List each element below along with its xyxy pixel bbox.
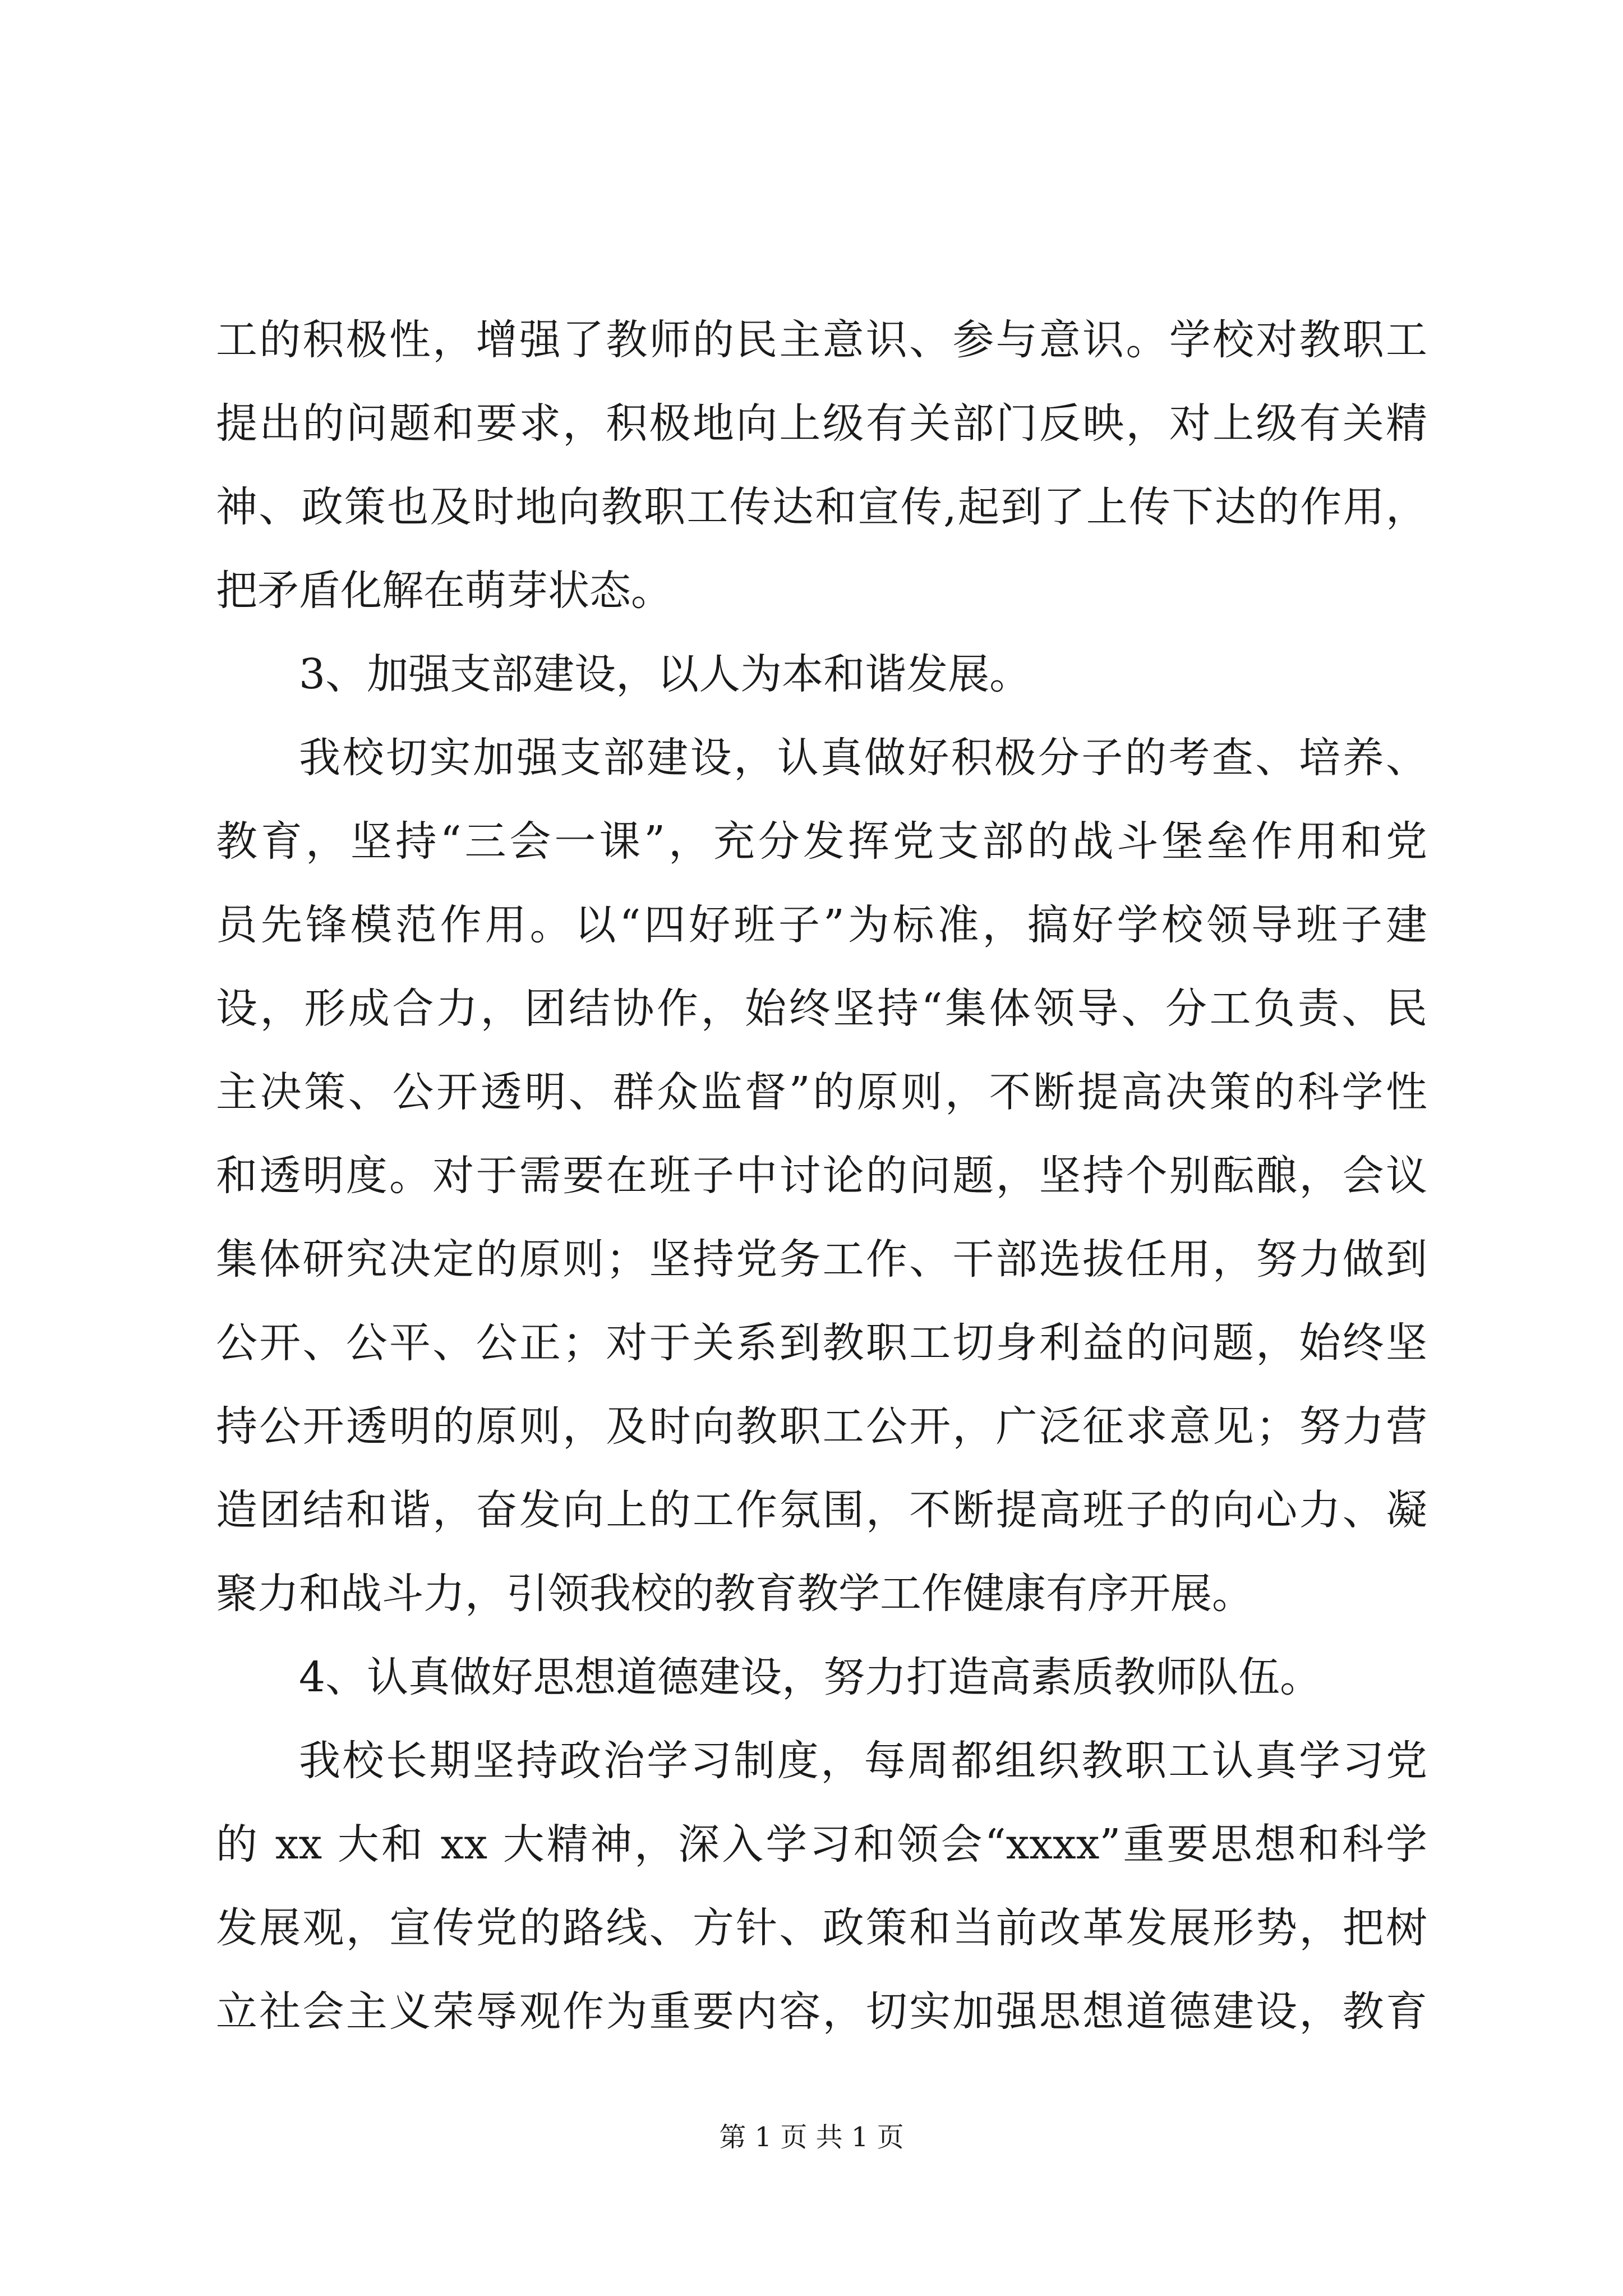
text-line: 公开、公平、公正；对于关系到教职工切身利益的问题，始终坚 <box>216 1319 1427 1367</box>
text-line: 我校长期坚持政治学习制度，每周都组织教职工认真学习党 <box>299 1737 1427 1785</box>
text-line: 立社会主义荣辱观作为重要内容，切实加强思想道德建设，教育 <box>216 1987 1427 2036</box>
page-number-label: 第 1 页 共 1 页 <box>719 2122 904 2153</box>
text-line: 提出的问题和要求，积极地向上级有关部门反映，对上级有关精 <box>216 399 1427 448</box>
document-body <box>216 298 1427 2054</box>
text-line: 把矛盾化解在萌芽状态。 <box>216 567 672 615</box>
text-line: 神、政策也及时地向教职工传达和宣传,起到了上传下达的作用， <box>216 483 1427 531</box>
text-line: 教育，坚持“三会一课”，充分发挥党支部的战斗堡垒作用和党 <box>216 817 1427 866</box>
text-line: 和透明度。对于需要在班子中讨论的问题，坚持个别酝酿，会议 <box>216 1152 1427 1200</box>
text-line: 发展观，宣传党的路线、方针、政策和当前改革发展形势，把树 <box>216 1904 1427 1952</box>
text-line: 我校切实加强支部建设，认真做好积极分子的考查、培养、 <box>299 734 1427 782</box>
page-footer <box>0 2120 1623 2154</box>
text-line: 员先锋模范作用。以“四好班子”为标准，搞好学校领导班子建 <box>216 901 1427 949</box>
text-line: 主决策、公开透明、群众监督”的原则，不断提高决策的科学性 <box>216 1068 1427 1116</box>
section-heading-3: 3、加强支部建设，以人为本和谐发展。 <box>299 650 1031 698</box>
text-line: 聚力和战斗力，引领我校的教育教学工作健康有序开展。 <box>216 1570 1253 1618</box>
text-line: 工的积极性，增强了教师的民主意识、参与意识。学校对教职工 <box>216 316 1427 364</box>
text-line: 持公开透明的原则，及时向教职工公开，广泛征求意见；努力营 <box>216 1402 1427 1451</box>
section-heading-4: 4、认真做好思想道德建设，努力打造高素质教师队伍。 <box>299 1653 1322 1701</box>
text-line: 集体研究决定的原则；坚持党务工作、干部选拔任用，努力做到 <box>216 1235 1427 1283</box>
text-line: 设，形成合力，团结协作，始终坚持“集体领导、分工负责、民 <box>216 984 1427 1033</box>
text-line: 造团结和谐，奋发向上的工作氛围，不断提高班子的向心力、凝 <box>216 1486 1427 1534</box>
text-line: 的 xx 大和 xx 大精神，深入学习和领会“xxxx”重要思想和科学 <box>216 1820 1427 1869</box>
